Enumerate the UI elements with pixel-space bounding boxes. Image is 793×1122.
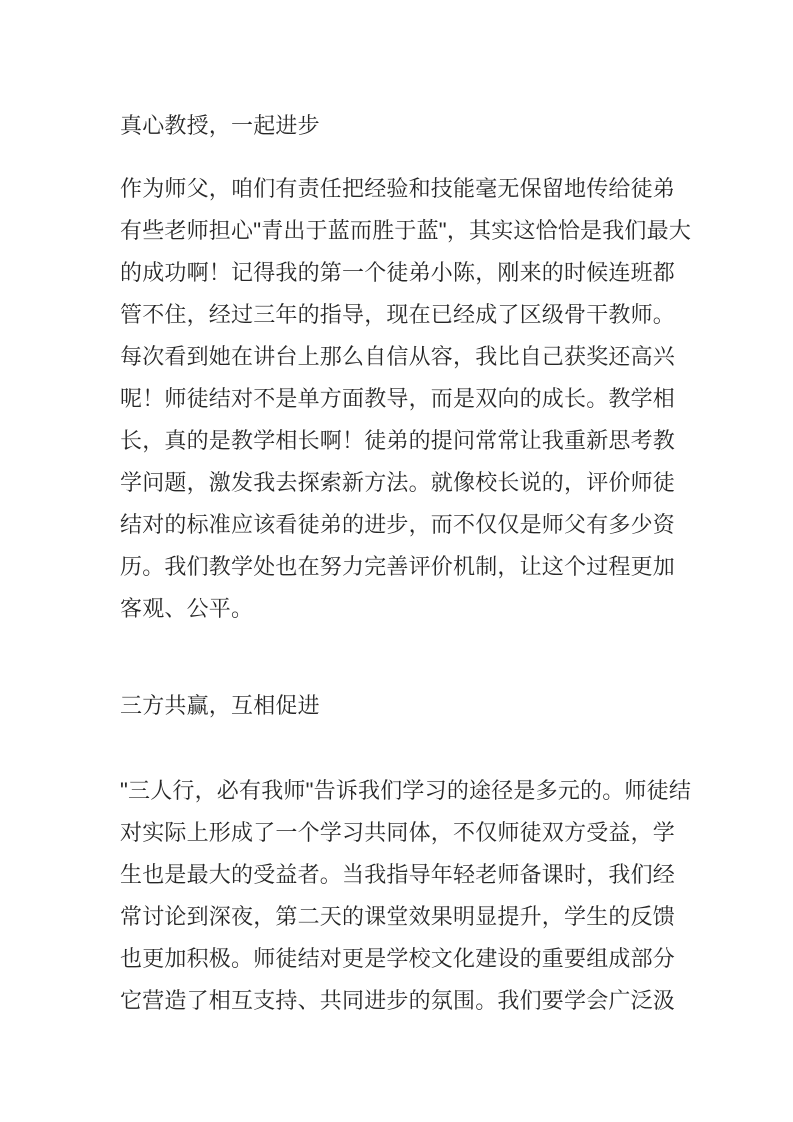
text-line: 管不住，经过三年的指导，现在已经成了区级骨干教师。: [120, 302, 676, 327]
text-line: 它营造了相互支持、共同进步的氛围。我们要学会广泛汲: [120, 988, 676, 1013]
text-line: 有些老师担心"青出于蓝而胜于蓝"，其实这恰恰是我们最大: [120, 218, 692, 243]
text-line: 结对的标准应该看徒弟的进步，而不仅仅是师父有多少资: [120, 512, 676, 537]
section-heading-win-win: 三方共赢，互相促进: [120, 693, 320, 718]
text-line: "三人行，必有我师"告诉我们学习的途径是多元的。师徒结: [120, 778, 692, 803]
text-line: 呢！师徒结对不是单方面教导，而是双向的成长。教学相: [120, 386, 676, 411]
text-line: 每次看到她在讲台上那么自信从容，我比自己获奖还高兴: [120, 344, 676, 369]
section-heading-mentoring: 真心教授，一起进步: [120, 113, 320, 138]
text-line: 长，真的是教学相长啊！徒弟的提问常常让我重新思考教: [120, 428, 676, 453]
text-line: 学问题，激发我去探索新方法。就像校长说的，评价师徒: [120, 470, 676, 495]
text-line: 的成功啊！记得我的第一个徒弟小陈，刚来的时候连班都: [120, 260, 676, 285]
text-line: 作为师父，咱们有责任把经验和技能毫无保留地传给徒弟: [120, 176, 676, 201]
text-line: 也更加积极。师徒结对更是学校文化建设的重要组成部分: [120, 946, 676, 971]
paragraph-win-win: [120, 770, 692, 1022]
paragraph-mentoring: [120, 168, 692, 630]
text-line: 常讨论到深夜，第二天的课堂效果明显提升，学生的反馈: [120, 904, 676, 929]
text-line: 生也是最大的受益者。当我指导年轻老师备课时，我们经: [120, 862, 676, 887]
text-line: 对实际上形成了一个学习共同体，不仅师徒双方受益，学: [120, 820, 676, 845]
text-line: 历。我们教学处也在努力完善评价机制，让这个过程更加: [120, 554, 676, 579]
text-line: 客观、公平。: [120, 596, 254, 621]
